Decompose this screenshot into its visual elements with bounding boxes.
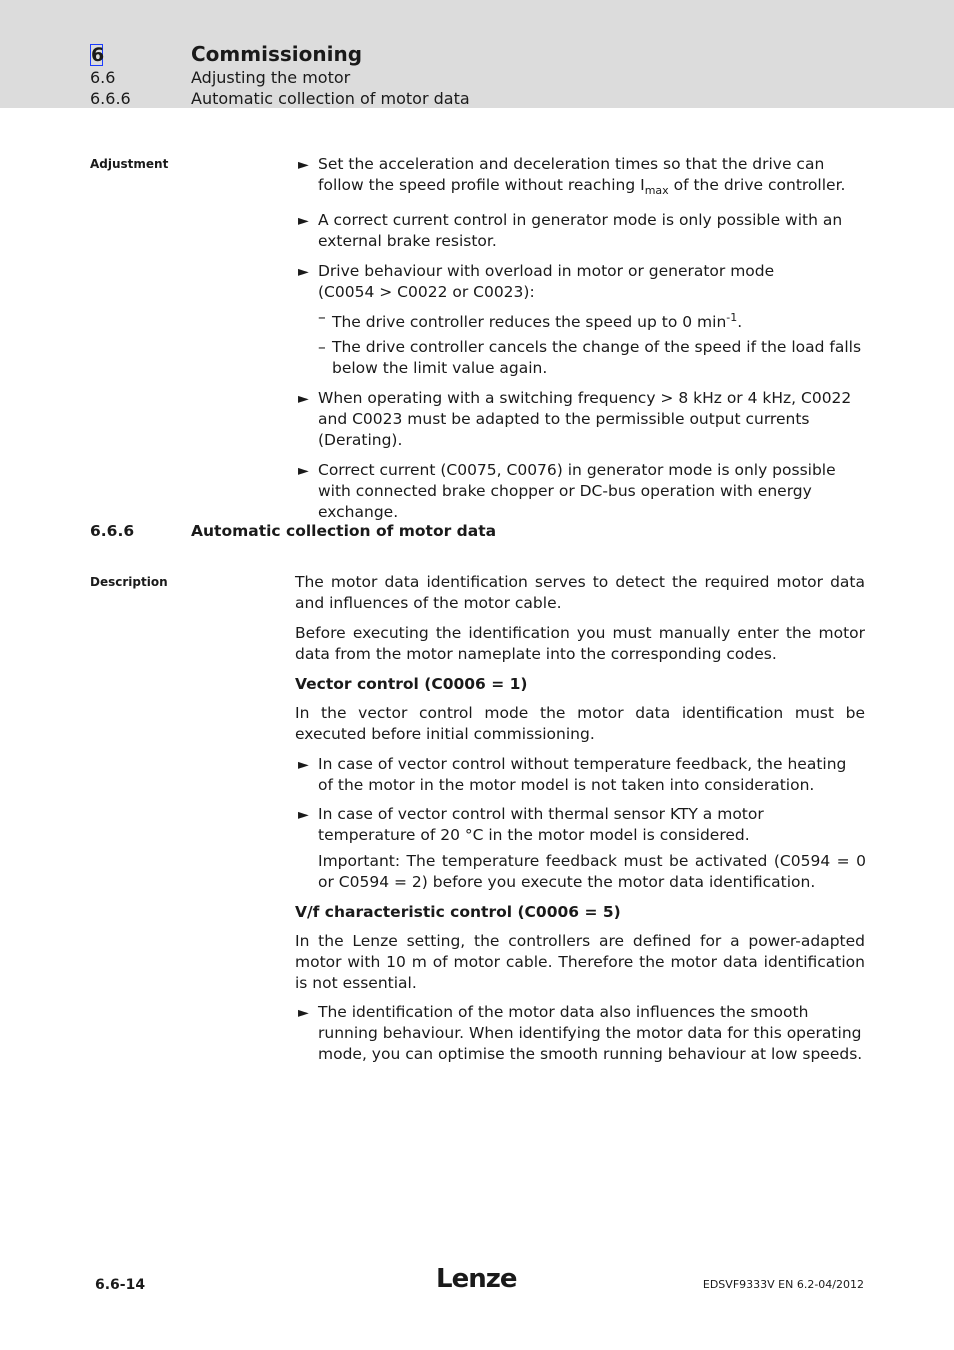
bullet-subscript: max bbox=[644, 184, 669, 198]
bullet-arrow-icon: ► bbox=[298, 1005, 309, 1021]
bullet-text: Set the acceleration and deceleration times so that the drive can follow the speed profile without reaching I bbox=[318, 155, 825, 194]
list-item bbox=[296, 388, 866, 451]
subsection-title: Automatic collection of motor data bbox=[191, 89, 470, 108]
list-item bbox=[296, 154, 866, 201]
adjustment-bullet-list bbox=[296, 154, 866, 523]
section-heading-number: 6.6.6 bbox=[90, 522, 135, 540]
bullet-text: of the drive controller. bbox=[668, 176, 846, 194]
description-paragraph: Before executing the identification you must manually enter the motor data from the motor nameplate into the corresponding codes. bbox=[295, 624, 865, 663]
description-label: Description bbox=[90, 575, 168, 589]
dash-text: The drive controller cancels the change of the speed if the load falls below the limit value again. bbox=[332, 338, 862, 378]
lenze-logo: Lenze bbox=[436, 1264, 517, 1294]
description-paragraph: The motor data identification serves to detect the required motor data and influences of the motor cable. bbox=[295, 573, 865, 612]
bullet-text: The identification of the motor data also influences the smooth running behaviour. When identifying the motor data for this operating mode, you can optimise the smooth running behaviour at low speeds. bbox=[318, 1003, 863, 1063]
list-item bbox=[296, 460, 866, 523]
bullet-arrow-icon: ► bbox=[298, 807, 309, 823]
dash-text: The drive controller reduces the speed up to 0 min bbox=[332, 313, 727, 332]
bullet-arrow-icon: ► bbox=[298, 757, 309, 773]
bullet-text: Drive behaviour with overload in motor or generator mode bbox=[318, 262, 775, 281]
list-item bbox=[296, 210, 866, 252]
bullet-text: A correct current control in generator mode is only possible with an external brake resistor. bbox=[318, 211, 843, 251]
bullet-arrow-icon: ► bbox=[298, 264, 309, 281]
vector-bullet-list bbox=[296, 754, 866, 893]
section-number: 6.6 bbox=[90, 68, 116, 87]
list-item bbox=[296, 1002, 866, 1065]
dash-text: . bbox=[737, 313, 743, 332]
bullet-text: In case of vector control without temperature feedback, the heating of the motor in the motor model is not taken into consideration. bbox=[318, 755, 847, 794]
section-title: Adjusting the motor bbox=[191, 68, 351, 87]
vector-control-paragraph: In the vector control mode the motor data identification must be executed before initial commissioning. bbox=[295, 704, 865, 743]
vf-control-paragraph: In the Lenze setting, the controllers are defined for a power-adapted motor with 10 m of motor cable. Therefore the motor data identification is not essential. bbox=[295, 932, 865, 992]
subsection-number: 6.6.6 bbox=[90, 89, 131, 108]
bullet-text: (C0054 > C0022 or C0023): bbox=[318, 283, 535, 302]
dash-item bbox=[318, 307, 866, 333]
bullet-text: Correct current (C0075, C0076) in generator mode is only possible with connected brake chopper or DC-bus operation with energy exchange. bbox=[318, 461, 836, 522]
page-number: 6.6-14 bbox=[95, 1277, 146, 1293]
list-item bbox=[296, 754, 866, 796]
bullet-arrow-icon: ► bbox=[298, 213, 309, 230]
important-note: Important: The temperature feedback must be activated (C0594 = 0 or C0594 = 2) before you execute the motor data identification. bbox=[318, 852, 866, 891]
dash-item bbox=[318, 337, 866, 379]
header-band bbox=[0, 0, 954, 108]
list-item bbox=[296, 261, 866, 379]
bullet-arrow-icon: ► bbox=[298, 157, 309, 173]
bullet-text: In case of vector control with thermal sensor KTY a motor temperature of 20 °C in the motor model is considered. bbox=[318, 805, 764, 844]
dash-symbol: – bbox=[318, 338, 326, 357]
chapter-title: Commissioning bbox=[191, 42, 363, 66]
vector-control-heading: Vector control (C0006 = 1) bbox=[295, 675, 528, 693]
bullet-arrow-icon: ► bbox=[298, 463, 309, 480]
vf-bullet-list bbox=[296, 1002, 866, 1065]
dash-symbol: – bbox=[318, 308, 326, 327]
bullet-arrow-icon: ► bbox=[298, 391, 309, 408]
dash-superscript: -1 bbox=[726, 311, 738, 325]
list-item bbox=[296, 804, 866, 893]
section-heading-title: Automatic collection of motor data bbox=[191, 522, 497, 540]
bullet-text: When operating with a switching frequency > 8 kHz or 4 kHz, C0022 and C0023 must be adapted to the permissible output currents (Derating). bbox=[318, 389, 852, 450]
vf-control-heading: V/f characteristic control (C0006 = 5) bbox=[295, 903, 621, 921]
adjustment-label: Adjustment bbox=[90, 157, 169, 171]
document-id: EDSVF9333V EN 6.2-04/2012 bbox=[702, 1278, 864, 1291]
chapter-number[interactable]: 6 bbox=[91, 44, 105, 66]
